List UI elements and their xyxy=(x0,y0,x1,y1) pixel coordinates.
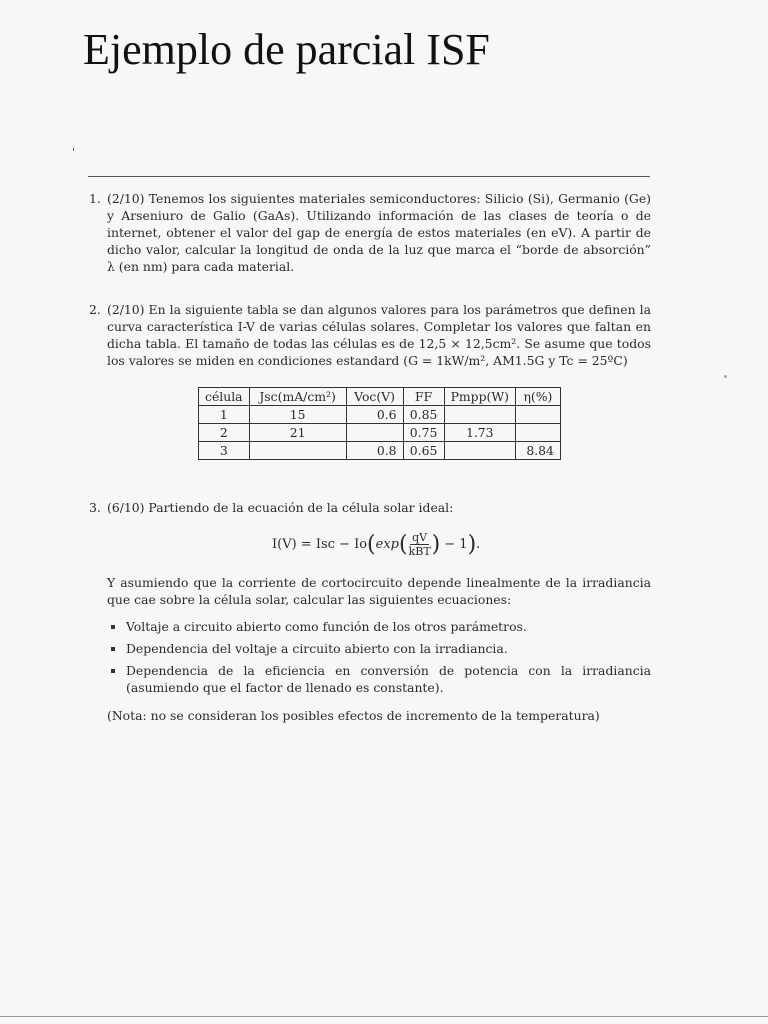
scan-speck xyxy=(724,375,727,378)
table-cell xyxy=(444,442,515,460)
page-edge xyxy=(0,1016,768,1017)
bullet-icon xyxy=(111,647,115,651)
numerator: qV xyxy=(412,531,428,544)
equation-lhs: I(V) = Isc − Io xyxy=(272,537,368,552)
list-item-text: Voltaje a circuito abierto como función de los otros parámetros. xyxy=(126,619,527,634)
table-cell xyxy=(444,406,515,424)
table-cell: 8.84 xyxy=(515,442,560,460)
table-cell xyxy=(346,424,403,442)
table-cell: 3 xyxy=(199,442,250,460)
left-paren: ( xyxy=(367,531,376,557)
note: (Nota: no se consideran los posibles efectos de incremento de la temperatura) xyxy=(107,708,600,723)
question-number: 1. xyxy=(89,191,101,206)
equation-exp: exp xyxy=(375,537,399,552)
column-header: FF xyxy=(403,388,444,406)
table-header-row xyxy=(199,388,561,406)
column-header: η(%) xyxy=(515,388,560,406)
bullet-list xyxy=(107,618,651,696)
table-cell xyxy=(515,406,560,424)
table-row xyxy=(199,424,561,442)
list-item-text: Dependencia del voltaje a circuito abierto con la irradiancia. xyxy=(126,641,508,656)
column-header: Voc(V) xyxy=(346,388,403,406)
column-header: Pmpp(W) xyxy=(444,388,515,406)
column-header: Jsc(mA/cm²) xyxy=(249,388,346,406)
table-cell xyxy=(249,442,346,460)
table-cell: 0.65 xyxy=(403,442,444,460)
denominator: kBT xyxy=(408,545,431,558)
left-paren: ( xyxy=(398,531,408,557)
solar-cell-table xyxy=(198,387,561,460)
table-cell: 1.73 xyxy=(444,424,515,442)
table-cell: 2 xyxy=(199,424,250,442)
list-item xyxy=(107,662,651,696)
bullet-icon xyxy=(111,625,115,629)
data-table xyxy=(198,387,561,460)
stray-mark: ' xyxy=(72,146,76,159)
table-row xyxy=(199,406,561,424)
table-cell: 0.85 xyxy=(403,406,444,424)
table-cell xyxy=(515,424,560,442)
list-item xyxy=(107,618,651,635)
question-text: (2/10) Tenemos los siguientes materiales semiconductores: Silicio (Si), Germanio (Ge) y Arseniuro de Galio (GaAs). Utilizando información de las clases de teoría o de internet, obtener el valor del gap de energía de estos materiales (en eV). A partir de dicho valor, calcular la longitud de onda de la luz que marca el “borde de absorción” λ (en nm) para cada material. xyxy=(107,191,651,274)
right-paren: ) xyxy=(467,531,477,557)
table-cell: 1 xyxy=(199,406,250,424)
right-paren: ) xyxy=(431,531,441,557)
fraction xyxy=(409,531,431,558)
list-item xyxy=(107,640,651,657)
question-number: 2. xyxy=(89,302,101,317)
question-text: (2/10) En la siguiente tabla se dan algunos valores para los parámetros que definen la curva característica I-V de varias células solares. Completar los valores que faltan en dicha tabla. El tamaño de todas las células es de 12,5 × 12,5cm². Se asume que todos los valores se miden en condiciones estandard (G = 1kW/m², AM1.5G y Tc = 25ºC) xyxy=(107,302,651,368)
table-cell: 0.75 xyxy=(403,424,444,442)
question-1 xyxy=(89,190,651,275)
divider xyxy=(88,176,650,177)
question-text: (6/10) Partiendo de la ecuación de la célula solar ideal: xyxy=(107,500,454,515)
table-cell: 15 xyxy=(249,406,346,424)
table-row xyxy=(199,442,561,460)
column-header: célula xyxy=(199,388,250,406)
table-cell: 0.8 xyxy=(346,442,403,460)
table-cell: 0.6 xyxy=(346,406,403,424)
equation-tail: − 1 xyxy=(444,537,468,552)
list-item-text: Dependencia de la eficiencia en conversión de potencia con la irradiancia (asumiendo que el factor de llenado es constante). xyxy=(126,663,651,695)
bullet-icon xyxy=(111,669,115,673)
page-title: Ejemplo de parcial ISF xyxy=(83,25,490,74)
question-intro: Y asumiendo que la corriente de cortocircuito depende linealmente de la irradiancia que cae sobre la célula solar, calcular las siguientes ecuaciones: xyxy=(107,575,651,607)
ideal-cell-equation xyxy=(272,531,480,558)
table-cell: 21 xyxy=(249,424,346,442)
question-2 xyxy=(89,301,651,369)
equation-end: . xyxy=(476,537,481,552)
question-number: 3. xyxy=(89,500,101,515)
